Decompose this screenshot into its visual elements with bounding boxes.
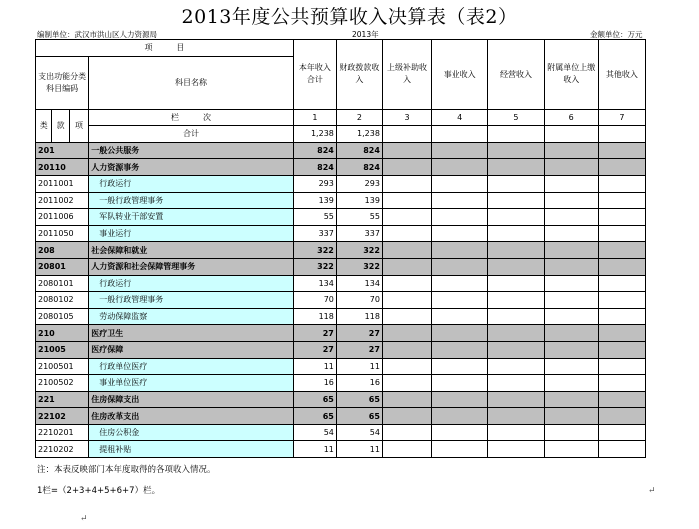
row-empty-cell — [382, 209, 431, 226]
row-empty-cell — [544, 441, 598, 458]
row-subject-name: 住房公积金 — [89, 424, 294, 441]
row-value-1: 337 — [293, 225, 336, 242]
row-code: 2080101 — [36, 275, 89, 292]
table-row — [36, 375, 646, 392]
row-subject-name: 医疗保障 — [89, 341, 294, 358]
row-empty-cell — [488, 225, 544, 242]
row-empty-cell — [432, 358, 488, 375]
table-row — [36, 209, 646, 226]
row-subject-name: 行政运行 — [89, 275, 294, 292]
row-code: 2080102 — [36, 292, 89, 309]
col-label-6: 附属单位上缴收入 — [544, 40, 598, 110]
row-empty-cell — [544, 358, 598, 375]
col-label-4: 事业收入 — [432, 40, 488, 110]
compiling-unit: 编制单位：武汉市洪山区人力资源局 — [37, 30, 157, 39]
row-value-2: 16 — [336, 375, 382, 392]
total-value-1: 1,238 — [293, 126, 336, 143]
table-row — [36, 358, 646, 375]
col-label-1: 本年收入合计 — [293, 40, 336, 110]
paragraph-mark: ↵ — [648, 486, 656, 496]
row-empty-cell — [598, 159, 645, 176]
row-value-1: 65 — [293, 391, 336, 408]
table-row — [36, 192, 646, 209]
row-value-2: 54 — [336, 424, 382, 441]
row-value-1: 27 — [293, 341, 336, 358]
row-value-2: 11 — [336, 441, 382, 458]
table-row — [36, 275, 646, 292]
col-label-3: 上级补助收入 — [382, 40, 431, 110]
row-empty-cell — [598, 441, 645, 458]
row-empty-cell — [488, 325, 544, 342]
row-value-2: 824 — [336, 159, 382, 176]
note-line-1: 注：本表反映部门本年度取得的各项收入情况。 — [37, 465, 216, 475]
row-empty-cell — [544, 225, 598, 242]
row-subject-name: 人力资源事务 — [89, 159, 294, 176]
row-value-2: 824 — [336, 142, 382, 159]
row-empty-cell — [598, 258, 645, 275]
row-value-1: 322 — [293, 258, 336, 275]
row-empty-cell — [382, 441, 431, 458]
row-empty-cell — [488, 159, 544, 176]
row-code: 208 — [36, 242, 89, 259]
row-empty-cell — [544, 258, 598, 275]
row-empty-cell — [432, 341, 488, 358]
table-row — [36, 175, 646, 192]
row-value-1: 55 — [293, 209, 336, 226]
row-empty-cell — [432, 209, 488, 226]
row-subject-name: 军队转业干部安置 — [89, 209, 294, 226]
row-empty-cell — [598, 308, 645, 325]
paragraph-mark: ↵ — [80, 514, 88, 524]
row-empty-cell — [544, 275, 598, 292]
table-row — [36, 225, 646, 242]
row-empty-cell — [488, 308, 544, 325]
row-empty-cell — [598, 292, 645, 309]
row-subject-name: 人力资源和社会保障管理事务 — [89, 258, 294, 275]
row-empty-cell — [432, 408, 488, 425]
table-body — [36, 142, 646, 457]
header-subject-name: 科目名称 — [89, 56, 294, 109]
row-empty-cell — [382, 292, 431, 309]
row-empty-cell — [432, 225, 488, 242]
row-empty-cell — [488, 424, 544, 441]
header-func-code: 支出功能分类科目编码 — [36, 56, 89, 109]
row-value-2: 27 — [336, 341, 382, 358]
row-empty-cell — [382, 275, 431, 292]
row-value-2: 322 — [336, 258, 382, 275]
row-code: 2100501 — [36, 358, 89, 375]
row-empty-cell — [488, 175, 544, 192]
row-empty-cell — [598, 192, 645, 209]
header-row-label: 栏 次 — [89, 109, 294, 126]
row-empty-cell — [598, 275, 645, 292]
row-code: 2011002 — [36, 192, 89, 209]
row-value-2: 134 — [336, 275, 382, 292]
col-number-6: 6 — [544, 109, 598, 126]
row-value-1: 11 — [293, 358, 336, 375]
row-value-1: 322 — [293, 242, 336, 259]
row-value-2: 337 — [336, 225, 382, 242]
row-empty-cell — [598, 175, 645, 192]
row-value-2: 293 — [336, 175, 382, 192]
row-empty-cell — [544, 375, 598, 392]
row-empty-cell — [382, 225, 431, 242]
row-code: 2210202 — [36, 441, 89, 458]
table-row — [36, 242, 646, 259]
row-empty-cell — [544, 325, 598, 342]
row-subject-name: 社会保障和就业 — [89, 242, 294, 259]
row-empty-cell — [432, 159, 488, 176]
row-empty-cell — [432, 275, 488, 292]
col-label-7: 其他收入 — [598, 40, 645, 110]
row-empty-cell — [544, 424, 598, 441]
row-value-2: 70 — [336, 292, 382, 309]
row-empty-cell — [544, 308, 598, 325]
row-empty-cell — [382, 358, 431, 375]
row-empty-cell — [488, 391, 544, 408]
row-value-2: 139 — [336, 192, 382, 209]
col-number-7: 7 — [598, 109, 645, 126]
row-empty-cell — [432, 175, 488, 192]
row-code: 2080105 — [36, 308, 89, 325]
row-empty-cell — [432, 325, 488, 342]
row-subject-name: 一般公共服务 — [89, 142, 294, 159]
row-value-1: 118 — [293, 308, 336, 325]
row-empty-cell — [432, 292, 488, 309]
row-value-1: 16 — [293, 375, 336, 392]
row-empty-cell — [598, 142, 645, 159]
row-empty-cell — [432, 242, 488, 259]
table-row — [36, 391, 646, 408]
row-empty-cell — [432, 192, 488, 209]
row-subject-name: 行政单位医疗 — [89, 358, 294, 375]
row-value-2: 55 — [336, 209, 382, 226]
col-number-3: 3 — [382, 109, 431, 126]
row-value-1: 293 — [293, 175, 336, 192]
col-number-4: 4 — [432, 109, 488, 126]
row-value-1: 70 — [293, 292, 336, 309]
table-row — [36, 325, 646, 342]
total-label: 合计 — [89, 126, 294, 143]
row-value-2: 65 — [336, 391, 382, 408]
table-row — [36, 258, 646, 275]
row-empty-cell — [382, 325, 431, 342]
row-empty-cell — [488, 192, 544, 209]
row-code: 22102 — [36, 408, 89, 425]
report-title: 2013年度公共预算收入决算表（表2） — [181, 6, 518, 28]
row-empty-cell — [488, 209, 544, 226]
table-row — [36, 159, 646, 176]
header-lei: 类 — [36, 109, 52, 142]
note-line-2: 1栏=（2+3+4+5+6+7）栏。 — [37, 486, 161, 496]
row-empty-cell — [598, 424, 645, 441]
header-xiang: 项 — [69, 109, 88, 142]
row-empty-cell — [544, 159, 598, 176]
row-empty-cell — [488, 258, 544, 275]
row-value-2: 27 — [336, 325, 382, 342]
row-empty-cell — [382, 142, 431, 159]
row-empty-cell — [598, 408, 645, 425]
row-empty-cell — [432, 142, 488, 159]
row-value-1: 824 — [293, 159, 336, 176]
table-row — [36, 308, 646, 325]
row-value-1: 54 — [293, 424, 336, 441]
row-empty-cell — [488, 375, 544, 392]
row-empty-cell — [598, 209, 645, 226]
row-empty-cell — [382, 258, 431, 275]
col-number-1: 1 — [293, 109, 336, 126]
table-row — [36, 341, 646, 358]
table-row — [36, 142, 646, 159]
row-code: 2011001 — [36, 175, 89, 192]
col-label-2: 财政拨款收入 — [336, 40, 382, 110]
budget-table — [35, 39, 646, 458]
row-code: 221 — [36, 391, 89, 408]
row-empty-cell — [382, 341, 431, 358]
row-subject-name: 事业单位医疗 — [89, 375, 294, 392]
row-empty-cell — [544, 408, 598, 425]
row-code: 210 — [36, 325, 89, 342]
table-row — [36, 441, 646, 458]
row-subject-name: 住房保障支出 — [89, 391, 294, 408]
row-empty-cell — [382, 175, 431, 192]
row-code: 2210201 — [36, 424, 89, 441]
row-empty-cell — [544, 192, 598, 209]
report-year: 2013年 — [352, 30, 379, 39]
row-empty-cell — [432, 308, 488, 325]
currency-unit: 金额单位：万元 — [590, 30, 643, 39]
row-subject-name: 行政运行 — [89, 175, 294, 192]
row-subject-name: 提租补贴 — [89, 441, 294, 458]
row-value-2: 11 — [336, 358, 382, 375]
row-value-2: 322 — [336, 242, 382, 259]
row-code: 2100502 — [36, 375, 89, 392]
row-empty-cell — [382, 424, 431, 441]
table-row — [36, 292, 646, 309]
row-subject-name: 事业运行 — [89, 225, 294, 242]
row-empty-cell — [598, 375, 645, 392]
row-empty-cell — [382, 391, 431, 408]
row-empty-cell — [598, 391, 645, 408]
row-empty-cell — [598, 225, 645, 242]
row-empty-cell — [488, 292, 544, 309]
row-code: 2011006 — [36, 209, 89, 226]
row-empty-cell — [432, 391, 488, 408]
row-value-1: 27 — [293, 325, 336, 342]
row-value-2: 118 — [336, 308, 382, 325]
table-header — [36, 40, 646, 143]
row-code: 21005 — [36, 341, 89, 358]
table-row — [36, 424, 646, 441]
row-empty-cell — [598, 242, 645, 259]
table-row — [36, 408, 646, 425]
row-code: 20801 — [36, 258, 89, 275]
row-empty-cell — [488, 242, 544, 259]
col-number-5: 5 — [488, 109, 544, 126]
row-empty-cell — [432, 375, 488, 392]
row-code: 201 — [36, 142, 89, 159]
row-value-1: 134 — [293, 275, 336, 292]
row-value-1: 65 — [293, 408, 336, 425]
header-item: 项 目 — [36, 40, 294, 57]
row-empty-cell — [544, 175, 598, 192]
row-empty-cell — [598, 358, 645, 375]
header-kuan: 款 — [52, 109, 69, 142]
total-value-2: 1,238 — [336, 126, 382, 143]
row-empty-cell — [488, 142, 544, 159]
row-empty-cell — [382, 242, 431, 259]
row-code: 2011050 — [36, 225, 89, 242]
row-empty-cell — [598, 341, 645, 358]
row-empty-cell — [544, 391, 598, 408]
row-empty-cell — [544, 292, 598, 309]
row-empty-cell — [432, 258, 488, 275]
row-empty-cell — [488, 341, 544, 358]
row-empty-cell — [432, 441, 488, 458]
col-number-2: 2 — [336, 109, 382, 126]
row-empty-cell — [544, 341, 598, 358]
row-empty-cell — [544, 242, 598, 259]
row-empty-cell — [598, 325, 645, 342]
row-empty-cell — [488, 358, 544, 375]
row-code: 20110 — [36, 159, 89, 176]
row-subject-name: 医疗卫生 — [89, 325, 294, 342]
row-empty-cell — [488, 441, 544, 458]
row-value-1: 824 — [293, 142, 336, 159]
row-value-2: 65 — [336, 408, 382, 425]
row-empty-cell — [382, 192, 431, 209]
row-empty-cell — [544, 209, 598, 226]
row-empty-cell — [544, 142, 598, 159]
col-label-5: 经营收入 — [488, 40, 544, 110]
row-subject-name: 劳动保障监察 — [89, 308, 294, 325]
row-empty-cell — [432, 424, 488, 441]
row-subject-name: 一般行政管理事务 — [89, 192, 294, 209]
row-empty-cell — [382, 375, 431, 392]
row-value-1: 139 — [293, 192, 336, 209]
row-subject-name: 一般行政管理事务 — [89, 292, 294, 309]
row-empty-cell — [488, 275, 544, 292]
row-value-1: 11 — [293, 441, 336, 458]
row-empty-cell — [382, 159, 431, 176]
row-empty-cell — [382, 308, 431, 325]
row-empty-cell — [488, 408, 544, 425]
row-subject-name: 住房改革支出 — [89, 408, 294, 425]
row-empty-cell — [382, 408, 431, 425]
